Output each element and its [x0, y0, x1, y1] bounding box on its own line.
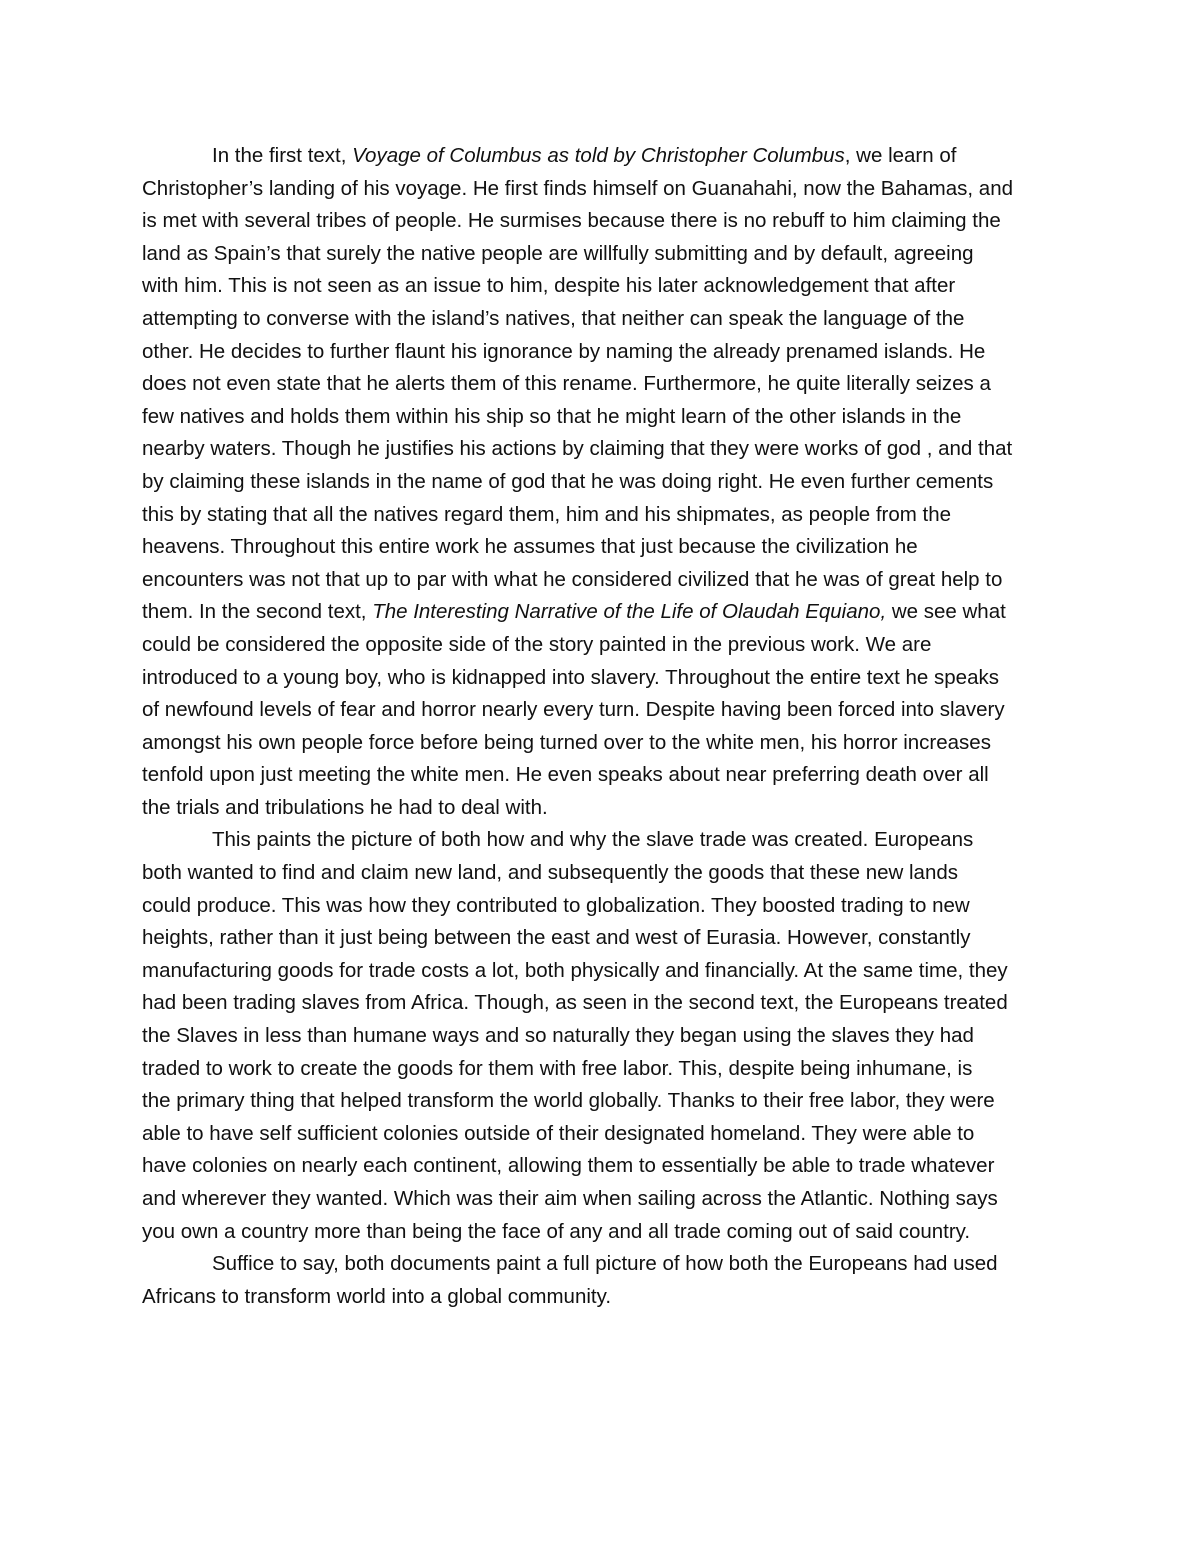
text-run: this by stating that all the natives regard them, him and his shipmates, as people from the — [142, 502, 952, 526]
text-run: with him. This is not seen as an issue to him, despite his later acknowledgement that after — [142, 274, 956, 298]
text-run: , we learn of — [844, 144, 957, 167]
text-line — [142, 270, 1058, 303]
text-run: is met with several tribes of people. He surmises because there is no rebuff to him claiming the — [142, 209, 1001, 233]
text-run: heavens. Throughout this entire work he assumes that just because the civilization he — [142, 535, 918, 559]
text-run: manufacturing goods for trade costs a lot, both physically and financially. At the same time, they — [142, 958, 1008, 982]
paragraph — [142, 1248, 1058, 1313]
text-run: by claiming these islands in the name of god that he was doing right. He even further cements — [142, 469, 994, 493]
text-run: traded to work to create the goods for them with free labor. This, despite being inhumane, is — [142, 1056, 973, 1080]
text-run: This paints the picture of both how and why the slave trade was created. Europeans — [212, 828, 974, 852]
text-line — [142, 1053, 1058, 1086]
text-run: able to have self sufficient colonies outside of their designated homeland. They were able to — [142, 1121, 975, 1145]
text-run: In the first text, — [212, 144, 353, 167]
text-run: both wanted to find and claim new land, and subsequently the goods that these new lands — [142, 861, 959, 885]
text-run: Suffice to say, both documents paint a full picture of how both the Europeans had used — [212, 1252, 998, 1276]
text-run: does not even state that he alerts them of this rename. Furthermore, he quite literally seizes a — [142, 372, 991, 396]
text-line — [142, 662, 1058, 695]
text-run: of newfound levels of fear and horror nearly every turn. Despite having been forced into slavery — [142, 698, 1005, 722]
text-line — [142, 564, 1058, 597]
text-run: them. In the second text, — [142, 600, 373, 624]
text-line — [142, 140, 1058, 173]
work-title: Voyage of Columbus as told by Christopher Columbus — [352, 144, 845, 167]
text-line — [142, 205, 1058, 238]
text-line — [142, 1281, 1058, 1314]
paragraph — [142, 140, 1058, 824]
text-line — [142, 1150, 1058, 1183]
text-run: you own a country more than being the face of any and all trade coming out of said country. — [142, 1219, 971, 1243]
text-line — [142, 987, 1058, 1020]
text-run: encounters was not that up to par with what he considered civilized that he was of great help to — [142, 567, 1003, 591]
text-run: could be considered the opposite side of the story painted in the previous work. We are — [142, 632, 932, 656]
text-line — [142, 1248, 1058, 1281]
text-line — [142, 466, 1058, 499]
text-run: attempting to converse with the island’s natives, that neither can speak the language of the — [142, 306, 965, 330]
text-line — [142, 596, 1058, 629]
text-line — [142, 499, 1058, 532]
text-run: nearby waters. Though he justifies his actions by claiming that they were works of god , and that — [142, 437, 1013, 461]
text-line — [142, 401, 1058, 434]
text-run: amongst his own people force before being turned over to the white men, his horror increases — [142, 730, 991, 754]
text-line — [142, 336, 1058, 369]
text-line — [142, 629, 1058, 662]
text-line — [142, 531, 1058, 564]
document-body — [142, 140, 1058, 1313]
text-line — [142, 1020, 1058, 1053]
work-title: The Interesting Narrative of the Life of Olaudah Equiano, — [372, 600, 887, 624]
text-run: Africans to transform world into a global community. — [142, 1284, 612, 1308]
text-run: have colonies on nearly each continent, allowing them to essentially be able to trade whatever — [142, 1154, 995, 1178]
text-line — [142, 368, 1058, 401]
text-line — [142, 1183, 1058, 1216]
text-line — [142, 922, 1058, 955]
text-run: heights, rather than it just being between the east and west of Eurasia. However, constantly — [142, 926, 971, 950]
text-run: Christopher’s landing of his voyage. He first finds himself on Guanahahi, now the Bahamas, and — [142, 176, 1013, 200]
text-line — [142, 238, 1058, 271]
text-run: had been trading slaves from Africa. Though, as seen in the second text, the Europeans treated — [142, 991, 1008, 1015]
text-line — [142, 1216, 1058, 1249]
text-line — [142, 303, 1058, 336]
text-line — [142, 1118, 1058, 1151]
text-line — [142, 727, 1058, 760]
text-run: the trials and tribulations he had to deal with. — [142, 795, 548, 819]
text-run: and wherever they wanted. Which was their aim when sailing across the Atlantic. Nothing says — [142, 1187, 998, 1210]
text-line — [142, 890, 1058, 923]
text-line — [142, 173, 1058, 206]
text-run: the primary thing that helped transform the world globally. Thanks to their free labor, they were — [142, 1089, 995, 1113]
text-run: introduced to a young boy, who is kidnapped into slavery. Throughout the entire text he speaks — [142, 665, 999, 689]
text-run: tenfold upon just meeting the white men. He even speaks about near preferring death over all — [142, 763, 989, 787]
text-line — [142, 824, 1058, 857]
text-run: few natives and holds them within his ship so that he might learn of the other islands in the — [142, 404, 962, 428]
text-run: we see what — [886, 600, 1006, 624]
text-run: land as Spain’s that surely the native people are willfully submitting and by default, agreeing — [142, 241, 974, 265]
text-run: the Slaves in less than humane ways and so naturally they began using the slaves they had — [142, 1024, 974, 1048]
paragraph — [142, 824, 1058, 1248]
text-line — [142, 1085, 1058, 1118]
text-line — [142, 694, 1058, 727]
text-line — [142, 955, 1058, 988]
text-line — [142, 857, 1058, 890]
text-line — [142, 433, 1058, 466]
text-line — [142, 792, 1058, 825]
text-line — [142, 759, 1058, 792]
text-run: could produce. This was how they contributed to globalization. They boosted trading to new — [142, 893, 970, 917]
text-run: other. He decides to further flaunt his ignorance by naming the already prenamed islands. He — [142, 339, 986, 363]
